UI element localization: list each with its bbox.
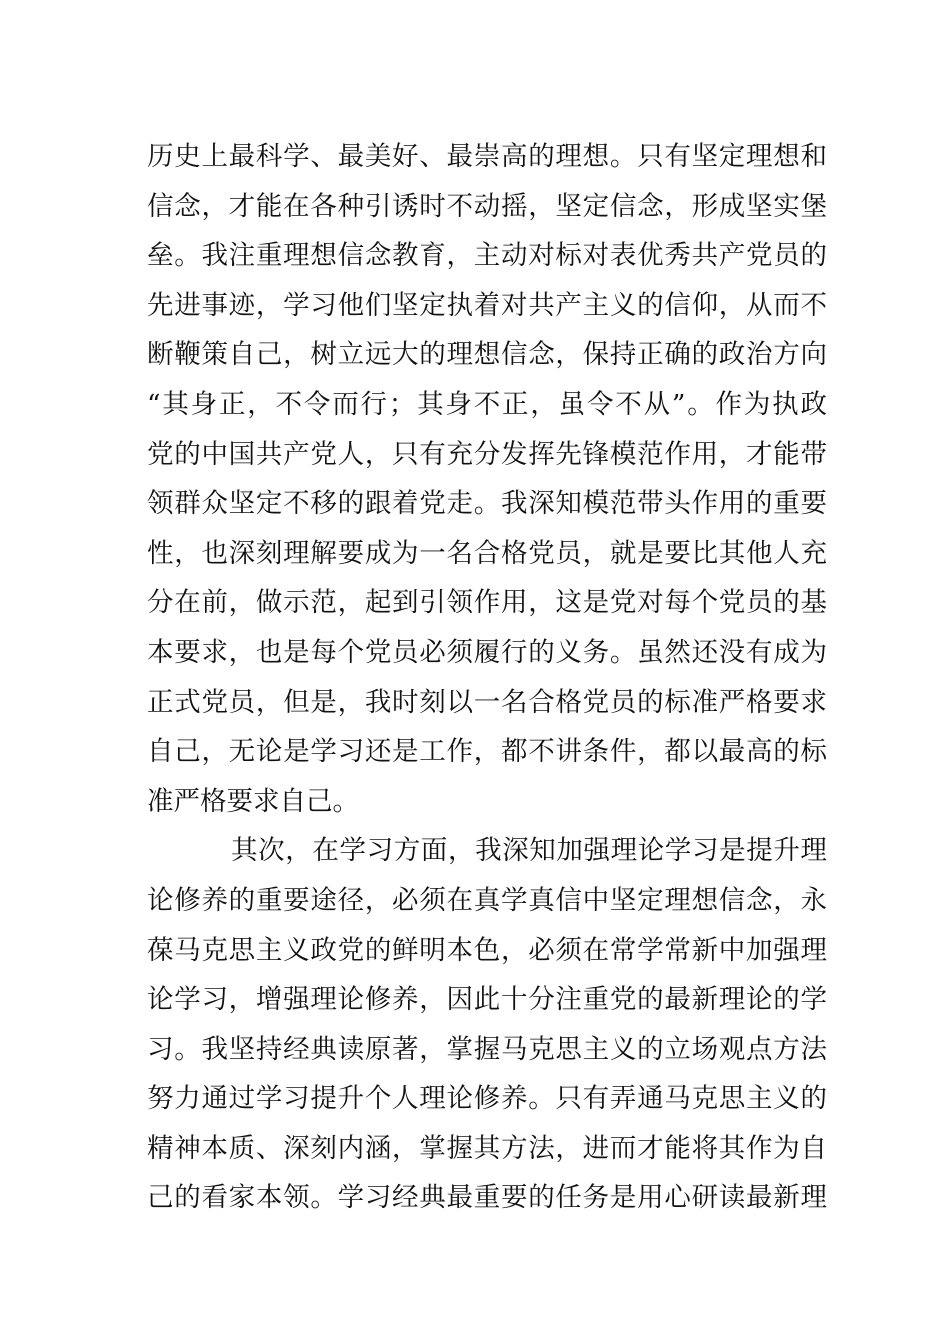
- paragraph-end-line: 准严格要求自己。: [147, 785, 359, 817]
- text-line: 断鞭策自己，树立远大的理想信念，保持正确的政治方向: [147, 339, 827, 371]
- text-line: 先进事迹，学习他们坚定执着对共产主义的信仰，从而不: [147, 289, 827, 321]
- text-line: 分在前，做示范，起到引领作用，这是党对每个党员的基: [147, 587, 827, 619]
- text-line: 论学习，增强理论修养，因此十分注重党的最新理论的学: [147, 984, 827, 1016]
- document-body: [147, 132, 827, 1223]
- text-line: 历史上最科学、最美好、最崇高的理想。只有坚定理想和: [147, 141, 827, 172]
- text-line: 信念，才能在各种引诱时不动摇，坚定信念，形成坚实堡: [147, 190, 827, 222]
- text-line: 己的看家本领。学习经典最重要的任务是用心研读最新理: [147, 1182, 827, 1214]
- text-line: 努力通过学习提升个人理论修养。只有弄通马克思主义的: [147, 1083, 827, 1115]
- text-line: 领群众坚定不移的跟着党走。我深知模范带头作用的重要: [147, 488, 827, 520]
- text-line: 党的中国共产党人，只有充分发挥先锋模范作用，才能带: [147, 438, 827, 470]
- text-line: 性，也深刻理解要成为一名合格党员，就是要比其他人充: [147, 537, 827, 569]
- text-line: 自己，无论是学习还是工作，都不讲条件，都以最高的标: [147, 736, 827, 768]
- text-line: 论修养的重要途径，必须在真学真信中坚定理想信念，永: [147, 884, 827, 916]
- text-line: 垒。我注重理想信念教育，主动对标对表优秀共产党员的: [147, 240, 827, 272]
- paragraph-start-line: 其次，在学习方面，我深知加强理论学习是提升理: [231, 835, 827, 867]
- text-line: “其身正，不令而行；其身不正，虽令不从”。作为执政: [147, 388, 827, 420]
- text-line: 正式党员，但是，我时刻以一名合格党员的标准严格要求: [147, 686, 827, 718]
- text-line: 精神本质、深刻内涵，掌握其方法，进而才能将其作为自: [147, 1132, 827, 1164]
- text-line: 本要求，也是每个党员必须履行的义务。虽然还没有成为: [147, 636, 827, 668]
- text-line: 葆马克思主义政党的鲜明本色，必须在常学常新中加强理: [147, 934, 827, 966]
- text-line: 习。我坚持经典读原著，掌握马克思主义的立场观点方法: [147, 1033, 827, 1065]
